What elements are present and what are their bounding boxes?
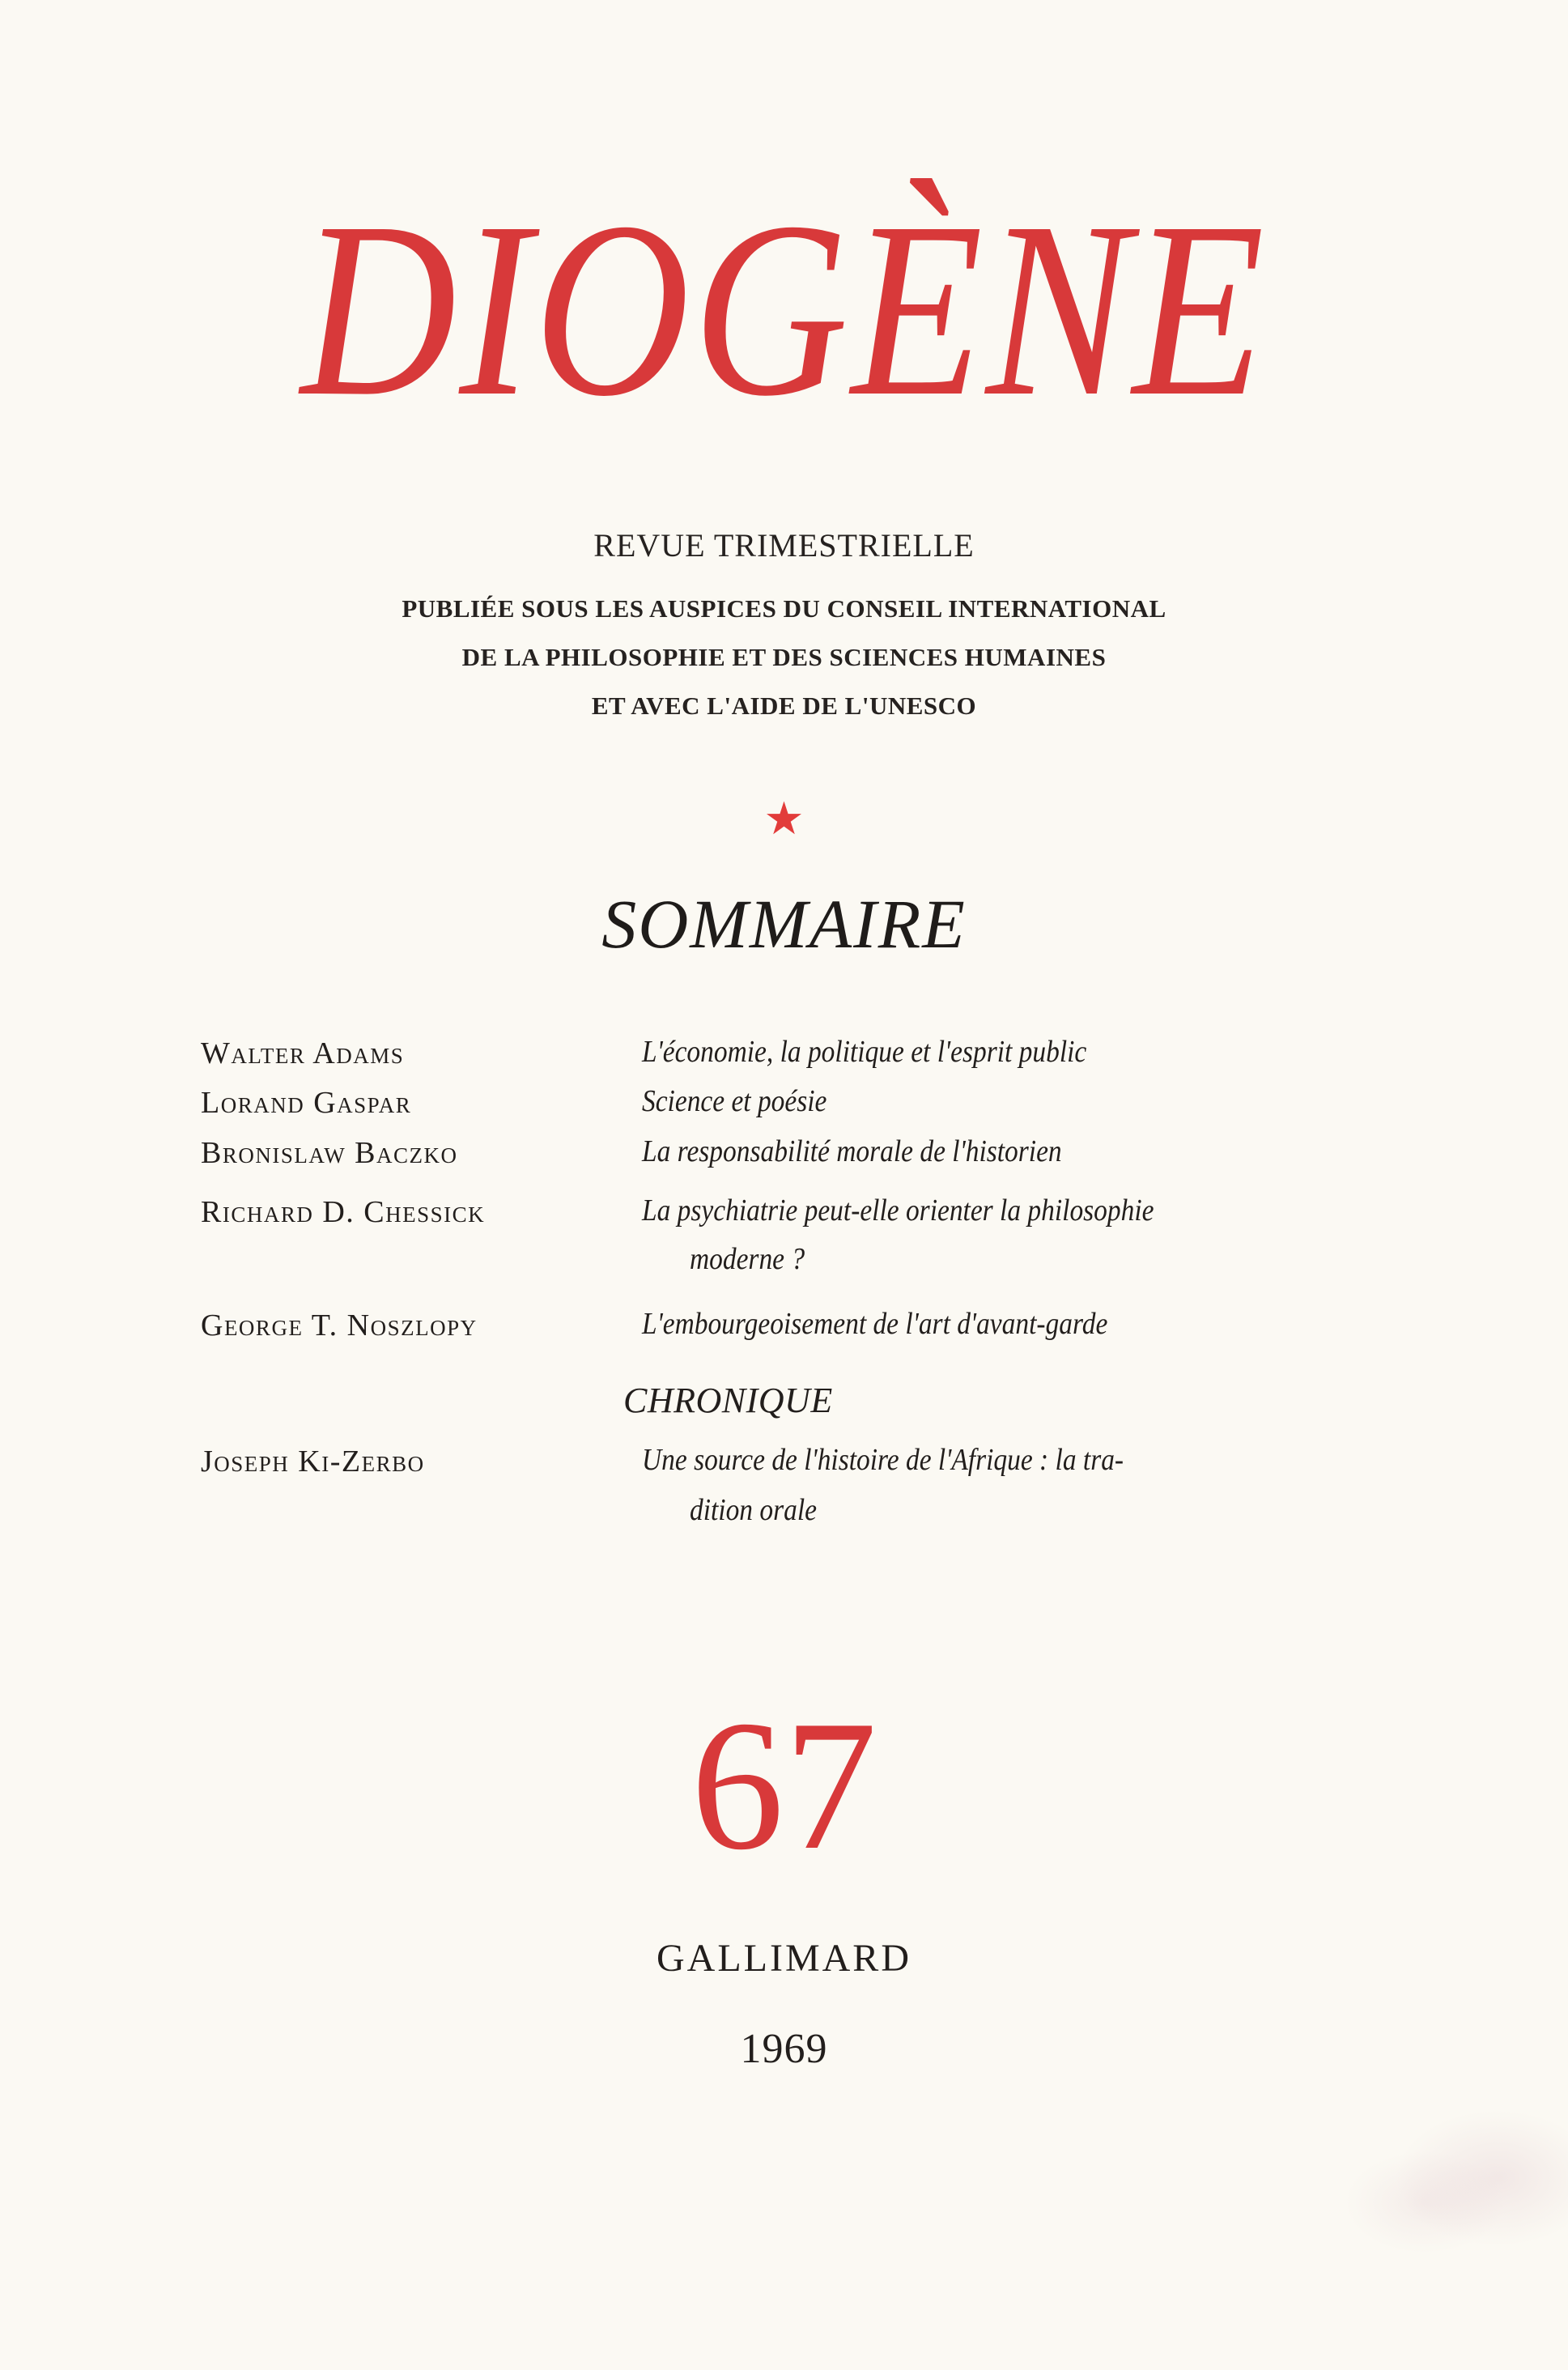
contents-heading: SOMMAIRE	[601, 885, 967, 963]
toc-title: Une source de l'histoire de l'Afrique : la tra-	[642, 1443, 1124, 1477]
subtitle: REVUE TRIMESTRIELLE	[593, 527, 975, 564]
toc-author: Joseph Ki-Zerbo	[201, 1445, 425, 1479]
toc-author: Lorand Gaspar	[201, 1086, 412, 1120]
star-ornament-icon: ★	[763, 794, 805, 845]
toc-title: L'embourgeoisement de l'art d'avant-garde	[642, 1307, 1108, 1341]
masthead-title: DIOGÈNE	[300, 171, 1268, 449]
toc-author: Richard D. Chessick	[201, 1195, 486, 1229]
toc-title: L'économie, la politique et l'esprit public	[642, 1035, 1087, 1069]
sponsor-line-3: ET AVEC L'AIDE DE L'UNESCO	[591, 691, 977, 720]
toc-author: Walter Adams	[201, 1036, 405, 1070]
toc-title: Science et poésie	[642, 1084, 827, 1118]
chronique-heading: CHRONIQUE	[623, 1381, 833, 1420]
toc-title: La responsabilité morale de l'historien	[642, 1134, 1062, 1168]
publication-year: 1969	[740, 2026, 828, 2072]
publisher: GALLIMARD	[657, 1937, 911, 1980]
toc-title: La psychiatrie peut-elle orienter la philosophie	[642, 1194, 1154, 1228]
issue-number: 67	[691, 1682, 877, 1888]
sponsor-line-2: DE LA PHILOSOPHIE ET DES SCIENCES HUMAINES	[461, 643, 1107, 671]
toc-author: George T. Noszlopy	[201, 1308, 478, 1342]
toc-author: Bronislaw Baczko	[201, 1136, 458, 1170]
sponsor-line-1: PUBLIÉE SOUS LES AUSPICES DU CONSEIL INTERNATIONAL	[402, 594, 1166, 623]
toc-title-continuation: dition orale	[690, 1493, 817, 1527]
toc-title-continuation: moderne ?	[690, 1242, 805, 1276]
